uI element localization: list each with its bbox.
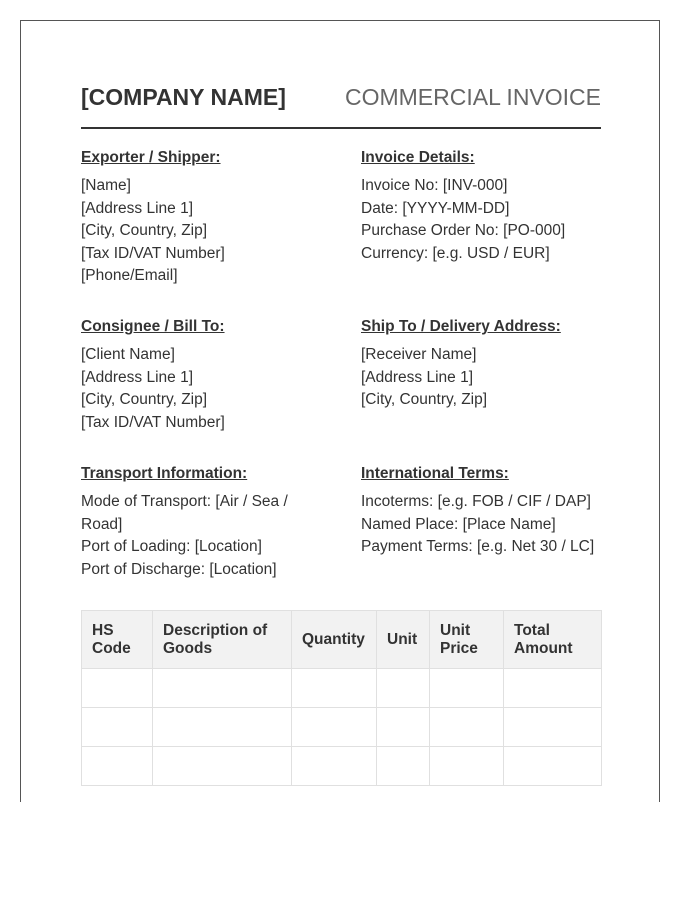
table-cell — [430, 708, 504, 747]
consignee-name: [Client Name] — [81, 346, 175, 363]
invoice-details-title: Invoice Details: — [361, 149, 475, 166]
table-cell — [377, 708, 430, 747]
consignee-city: [City, Country, Zip] — [81, 391, 208, 408]
exporter-address: [Address Line 1] — [81, 199, 194, 217]
payment-terms: Payment Terms: [e.g. Net 30 / LC] — [361, 538, 595, 555]
company-name: [COMPANY NAME] — [81, 84, 286, 110]
exporter-name: [Name] — [81, 177, 131, 194]
port-of-loading: Port of Loading: [Location] — [81, 538, 262, 555]
ship-to-address: [Address Line 1] — [361, 368, 474, 386]
exporter-title: Exporter / Shipper: — [81, 149, 221, 166]
table-cell — [153, 669, 292, 708]
table-cell — [504, 708, 602, 747]
exporter-tax-id: [Tax ID/VAT Number] — [81, 244, 225, 262]
transport-title: Transport Information: — [81, 465, 248, 482]
transport-mode: Mode of Transport: [Air / Sea / Road] — [81, 493, 288, 533]
table-cell — [430, 669, 504, 708]
column-header-total-amount: Total Amount — [504, 611, 602, 669]
consignee-tax-id: [Tax ID/VAT Number] — [81, 413, 225, 431]
invoice-page — [20, 20, 660, 802]
table-cell — [82, 669, 153, 708]
invoice-date: Date: [YYYY-MM-DD] — [361, 199, 510, 217]
consignee-section — [81, 317, 321, 434]
table-row — [82, 747, 602, 786]
ship-to-receiver: [Receiver Name] — [361, 346, 477, 363]
invoice-header — [81, 84, 601, 129]
invoice-details-section — [361, 148, 601, 265]
table-cell — [430, 747, 504, 786]
transport-section — [81, 464, 321, 581]
goods-table — [81, 610, 602, 786]
table-cell — [292, 747, 377, 786]
ship-to-city: [City, Country, Zip] — [361, 391, 488, 408]
table-cell — [292, 708, 377, 747]
table-cell — [377, 747, 430, 786]
exporter-contact: [Phone/Email] — [81, 267, 178, 284]
column-header-hs-code: HS Code — [82, 611, 153, 669]
table-row — [82, 669, 602, 708]
terms-section — [361, 464, 601, 559]
column-header-unit: Unit — [377, 611, 430, 669]
consignee-address: [Address Line 1] — [81, 368, 194, 386]
exporter-city: [City, Country, Zip] — [81, 222, 208, 239]
table-cell — [153, 708, 292, 747]
table-cell — [153, 747, 292, 786]
exporter-section — [81, 148, 321, 288]
table-cell — [82, 747, 153, 786]
purchase-order-number: Purchase Order No: [PO-000] — [361, 222, 566, 239]
table-cell — [377, 669, 430, 708]
column-header-unit-price: Unit Price — [430, 611, 504, 669]
document-title: COMMERCIAL INVOICE — [344, 84, 601, 110]
consignee-title: Consignee / Bill To: — [81, 318, 225, 335]
column-header-description: Description of Goods — [153, 611, 292, 669]
table-row — [82, 708, 602, 747]
ship-to-section — [361, 317, 601, 412]
invoice-currency: Currency: [e.g. USD / EUR] — [361, 244, 550, 262]
table-cell — [82, 708, 153, 747]
column-header-quantity: Quantity — [292, 611, 377, 669]
table-header-row — [82, 611, 602, 669]
table-cell — [504, 747, 602, 786]
table-cell — [504, 669, 602, 708]
invoice-number: Invoice No: [INV-000] — [361, 177, 508, 194]
port-of-discharge: Port of Discharge: [Location] — [81, 560, 277, 578]
incoterms: Incoterms: [e.g. FOB / CIF / DAP] — [361, 493, 591, 510]
ship-to-title: Ship To / Delivery Address: — [361, 318, 561, 335]
terms-title: International Terms: — [361, 465, 509, 482]
named-place: Named Place: [Place Name] — [361, 515, 556, 533]
table-cell — [292, 669, 377, 708]
